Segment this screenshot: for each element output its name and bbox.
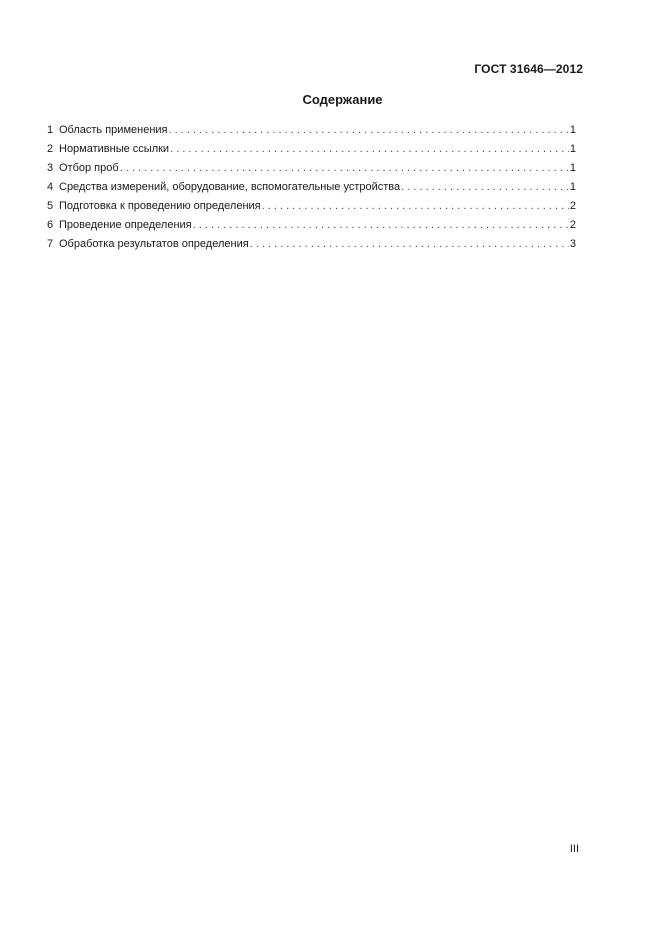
toc-item-page: 1 bbox=[569, 162, 576, 174]
toc-item[interactable] bbox=[47, 235, 576, 254]
toc-title: Содержание bbox=[302, 92, 383, 107]
toc-item-page: 1 bbox=[569, 124, 576, 136]
toc-item-number: 7 bbox=[47, 238, 54, 250]
toc-leader-dots bbox=[193, 216, 569, 235]
toc-leader-dots bbox=[169, 121, 569, 140]
toc-item-title: Средства измерений, оборудование, вспомогательные устройства bbox=[59, 181, 401, 193]
toc-item-title: Проведение определения bbox=[59, 219, 192, 231]
document-code: ГОСТ 31646—2012 bbox=[474, 62, 583, 76]
toc-item-page: 2 bbox=[569, 200, 576, 212]
toc-item-page: 1 bbox=[569, 143, 576, 155]
toc-item[interactable] bbox=[47, 197, 576, 216]
toc-item-page: 2 bbox=[569, 219, 576, 231]
toc-leader-dots bbox=[401, 178, 569, 197]
toc-leader-dots bbox=[120, 159, 569, 178]
page-number: III bbox=[569, 843, 579, 855]
toc-leader-dots bbox=[250, 235, 569, 254]
toc-item-number: 6 bbox=[47, 219, 54, 231]
toc-leader-dots bbox=[170, 140, 569, 159]
toc-item-number: 5 bbox=[47, 200, 54, 212]
table-of-contents bbox=[47, 121, 576, 254]
toc-item-number: 3 bbox=[47, 162, 54, 174]
toc-item[interactable] bbox=[47, 140, 576, 159]
toc-item-title: Отбор проб bbox=[59, 162, 119, 174]
toc-item-title: Нормативные ссылки bbox=[59, 143, 170, 155]
toc-item[interactable] bbox=[47, 178, 576, 197]
toc-item-number: 1 bbox=[47, 124, 54, 136]
toc-leader-dots bbox=[262, 197, 569, 216]
toc-item-title: Подготовка к проведению определения bbox=[59, 200, 261, 212]
toc-item-page: 3 bbox=[569, 238, 576, 250]
toc-item[interactable] bbox=[47, 121, 576, 140]
toc-item-page: 1 bbox=[569, 181, 576, 193]
toc-item[interactable] bbox=[47, 159, 576, 178]
toc-item-number: 4 bbox=[47, 181, 54, 193]
toc-item-title: Обработка результатов определения bbox=[59, 238, 249, 250]
toc-item-title: Область применения bbox=[59, 124, 168, 136]
toc-item[interactable] bbox=[47, 216, 576, 235]
toc-item-number: 2 bbox=[47, 143, 54, 155]
